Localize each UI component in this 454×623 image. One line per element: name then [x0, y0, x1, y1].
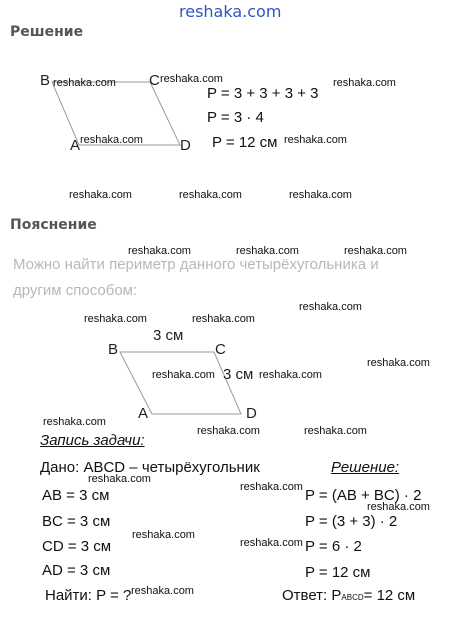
site-header[interactable]: reshaka.com [179, 2, 282, 21]
watermark: reshaka.com [240, 481, 303, 493]
condition-ab: AB = 3 см [42, 487, 110, 504]
watermark: reshaka.com [240, 537, 303, 549]
solution-line-2: P = (3 + 3) · 2 [305, 513, 398, 530]
answer [282, 587, 415, 604]
watermark: reshaka.com [197, 425, 260, 437]
solution-heading: Решение [10, 24, 84, 40]
fig1-label-c: C [149, 72, 160, 89]
fig1-label-d: D [180, 137, 191, 154]
answer-suffix: = 12 см [363, 587, 416, 604]
answer-prefix: Ответ: P [282, 587, 342, 604]
watermark: reshaka.com [84, 313, 147, 325]
watermark: reshaka.com [289, 189, 352, 201]
watermark: reshaka.com [192, 313, 255, 325]
fig1-formula-product: P = 3 · 4 [207, 109, 264, 126]
watermark: reshaka.com [367, 357, 430, 369]
watermark: reshaka.com [304, 425, 367, 437]
condition-cd: CD = 3 см [42, 538, 112, 555]
task-find: Найти: P = ? [45, 587, 132, 604]
watermark: reshaka.com [152, 369, 215, 381]
watermark: reshaka.com [179, 189, 242, 201]
watermark: reshaka.com [69, 189, 132, 201]
solution-line-3: P = 6 · 2 [305, 538, 362, 555]
condition-ad: AD = 3 см [42, 562, 111, 579]
watermark: reshaka.com [43, 416, 106, 428]
solution-line-1: P = (AB + BC) · 2 [305, 487, 422, 504]
fig1-formula-sum: P = 3 + 3 + 3 + 3 [207, 85, 319, 102]
watermark: reshaka.com [259, 369, 322, 381]
watermark: reshaka.com [236, 245, 299, 257]
watermark: reshaka.com [88, 473, 151, 485]
explanation-text: Можно найти периметр данного четырёхугольника и другим способом: [13, 256, 379, 299]
watermark: reshaka.com [367, 501, 430, 513]
task-title: Запись задачи: [40, 432, 145, 449]
watermark: reshaka.com [132, 529, 195, 541]
watermark: reshaka.com [333, 77, 396, 89]
watermark: reshaka.com [344, 245, 407, 257]
watermark: reshaka.com [128, 245, 191, 257]
fig2-label-b: B [108, 341, 119, 358]
fig2-label-c: C [215, 341, 226, 358]
fig1-label-b: B [40, 72, 51, 89]
watermark: reshaka.com [80, 134, 143, 146]
fig1-formula-result: P = 12 см [212, 134, 278, 151]
fig1-label-a: A [70, 137, 81, 154]
fig2-right-side-length: 3 см [223, 366, 254, 383]
watermark: reshaka.com [131, 585, 194, 597]
fig2-top-side-length: 3 см [153, 327, 184, 344]
watermark: reshaka.com [299, 301, 362, 313]
condition-bc: BC = 3 см [42, 513, 111, 530]
watermark: reshaka.com [53, 77, 116, 89]
solution-line-4: P = 12 см [305, 564, 371, 581]
watermark: reshaka.com [284, 134, 347, 146]
task-given: Дано: ABCD – четырёхугольник [40, 459, 260, 476]
answer-subscript: ABCD [341, 593, 364, 602]
fig2-label-a: A [138, 405, 149, 422]
watermark: reshaka.com [160, 73, 223, 85]
fig2-label-d: D [246, 405, 257, 422]
task-solution-title: Решение: [331, 459, 400, 476]
explanation-heading: Пояснение [10, 217, 97, 233]
